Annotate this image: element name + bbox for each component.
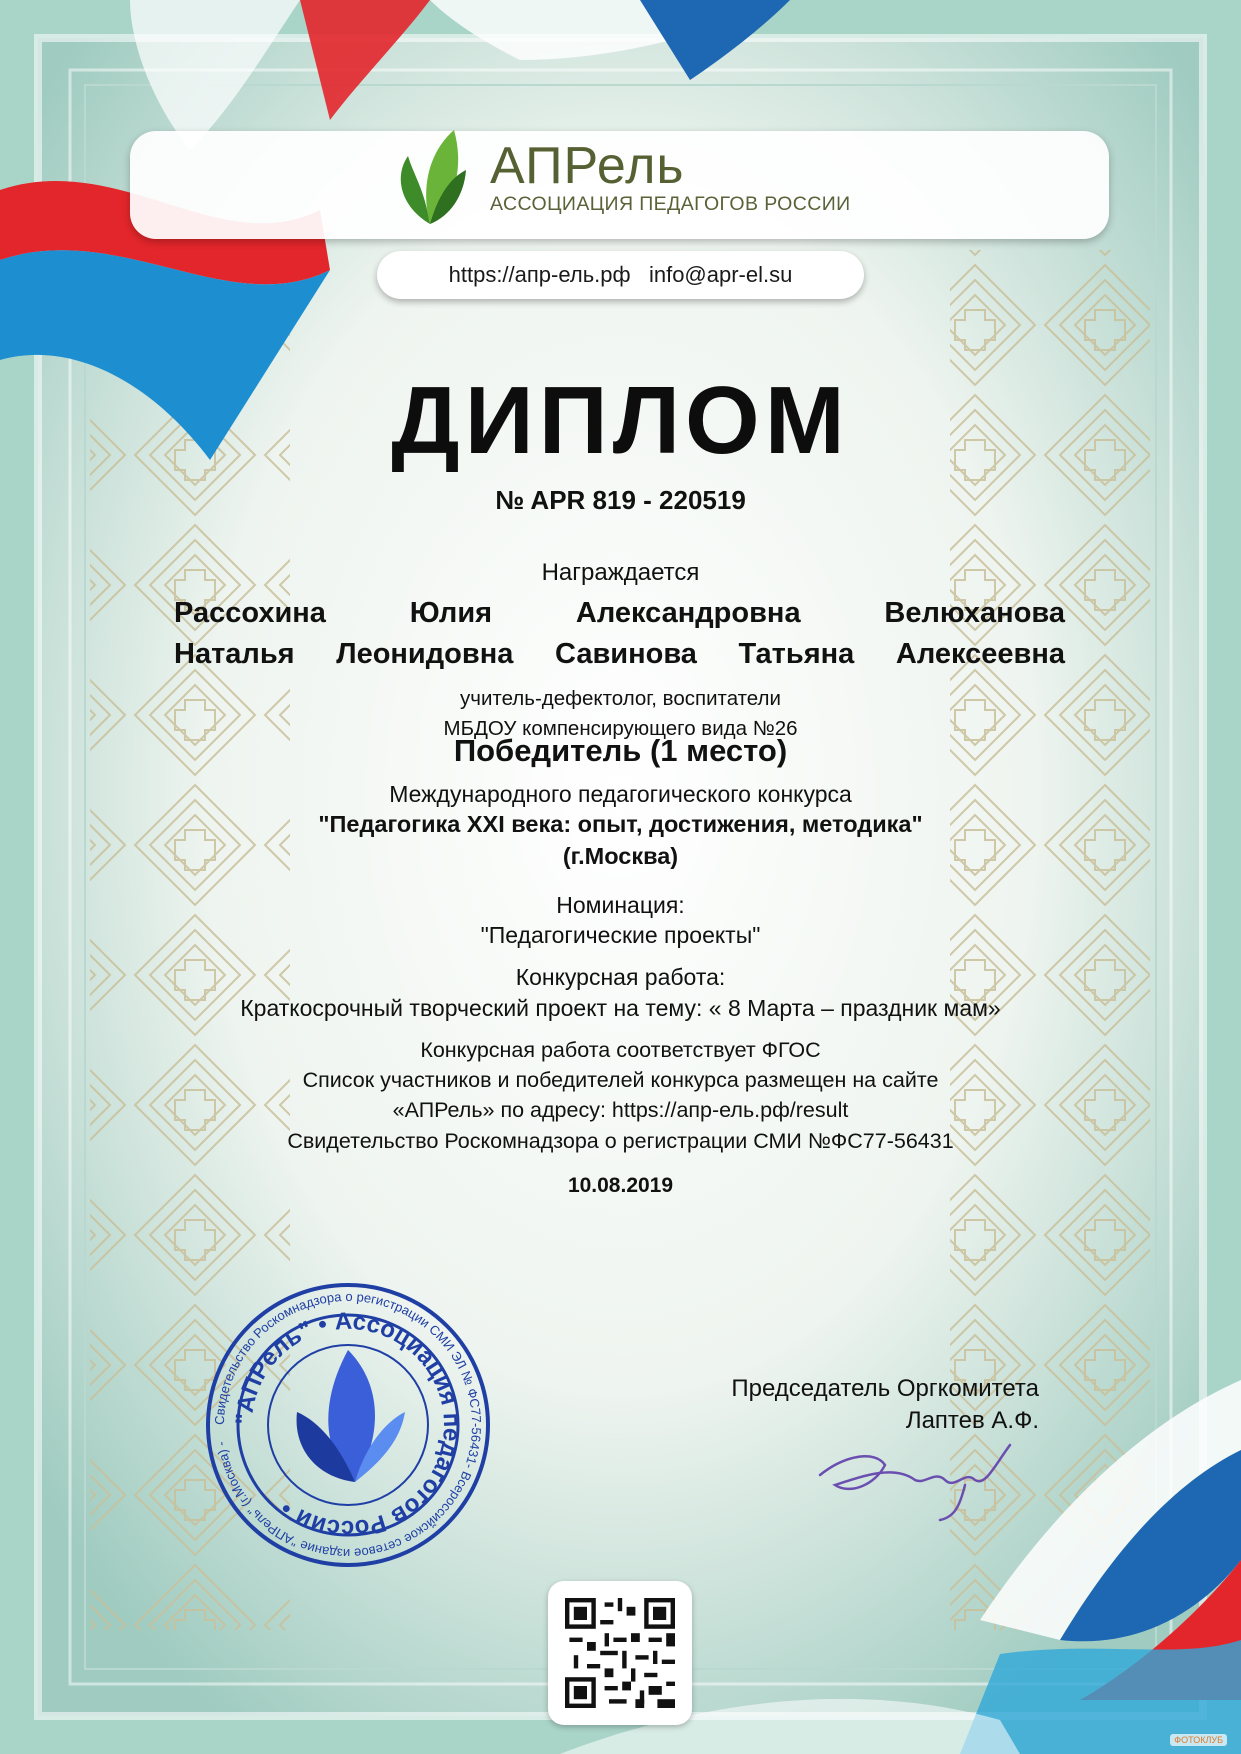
position-line: учитель-дефектолог, воспитатели <box>460 687 781 710</box>
position-line: МБДОУ компенсирующего вида №26 <box>443 717 798 740</box>
fgos-line: Конкурсная работа соответствует ФГОС <box>420 1038 821 1062</box>
green-leaf-icon <box>390 126 470 226</box>
recipient-name: Велюханова <box>884 597 1065 629</box>
work-value: Краткосрочный творческий проект на тему: « 8 Марта – праздник мам» <box>240 995 1001 1021</box>
fgos-line: Список участников и победителей конкурса размещен на сайте <box>302 1068 939 1092</box>
recipient-name: Наталья Леонидовна <box>174 638 514 670</box>
stamp-seal <box>205 1282 491 1568</box>
qr-code-icon <box>565 1598 675 1708</box>
work-label: Конкурсная работа: <box>515 964 726 990</box>
nomination-value: "Педагогические проекты" <box>480 922 761 948</box>
recipient-name: Савинова Татьяна Алексеевна <box>555 638 1066 670</box>
document-title: ДИПЛОМ <box>391 367 850 474</box>
award-result: Победитель (1 место) <box>453 733 788 768</box>
contacts-link[interactable]: https://апр-ель.рф info@apr-el.su <box>377 251 864 299</box>
awarded-label: Награждается <box>541 559 700 586</box>
brand-name: АПРель <box>490 137 685 195</box>
stamp-outer-text: Свидетельство Роскомнадзора о регистрации СМИ ЭЛ № ФС77-56431- Всероссийское сетевое издание "АПРель" (г.Москва) - <box>211 1288 485 1562</box>
contest-label: Международного педагогического конкурса <box>389 781 852 807</box>
diploma-number: № APR 819 - 220519 <box>495 485 746 515</box>
footer-watermark: ФОТОКЛУБ <box>1170 1734 1227 1746</box>
recipient-names-line-2 <box>174 634 1065 675</box>
fgos-notes <box>140 1035 1101 1125</box>
handwritten-signature <box>815 1425 1015 1525</box>
qr-code[interactable] <box>548 1581 692 1725</box>
fgos-line: «АПРель» по адресу: https://апр-ель.рф/result <box>392 1098 849 1122</box>
chairman-title: Председатель Оргкомитета <box>731 1375 1039 1402</box>
contest-city: (г.Москва) <box>562 843 679 869</box>
recipient-names-line-1 <box>174 593 1065 634</box>
contest-name: "Педагогика XXI века: опыт, достижения, методика" <box>318 811 923 837</box>
registration-note: Свидетельство Роскомнадзора о регистрации СМИ №ФС77-56431 <box>287 1129 954 1153</box>
recipient-name: Рассохина Юлия Александровна <box>174 597 801 629</box>
nomination-label: Номинация: <box>556 892 685 918</box>
chairman-name: Лаптев А.Ф. <box>905 1407 1039 1434</box>
stamp-inner-text: "АПРель" • Ассоциация педагогов России • <box>230 1307 466 1543</box>
issue-date: 10.08.2019 <box>567 1174 674 1197</box>
brand-subtitle: АССОЦИАЦИЯ ПЕДАГОГОВ РОССИИ <box>490 193 851 215</box>
